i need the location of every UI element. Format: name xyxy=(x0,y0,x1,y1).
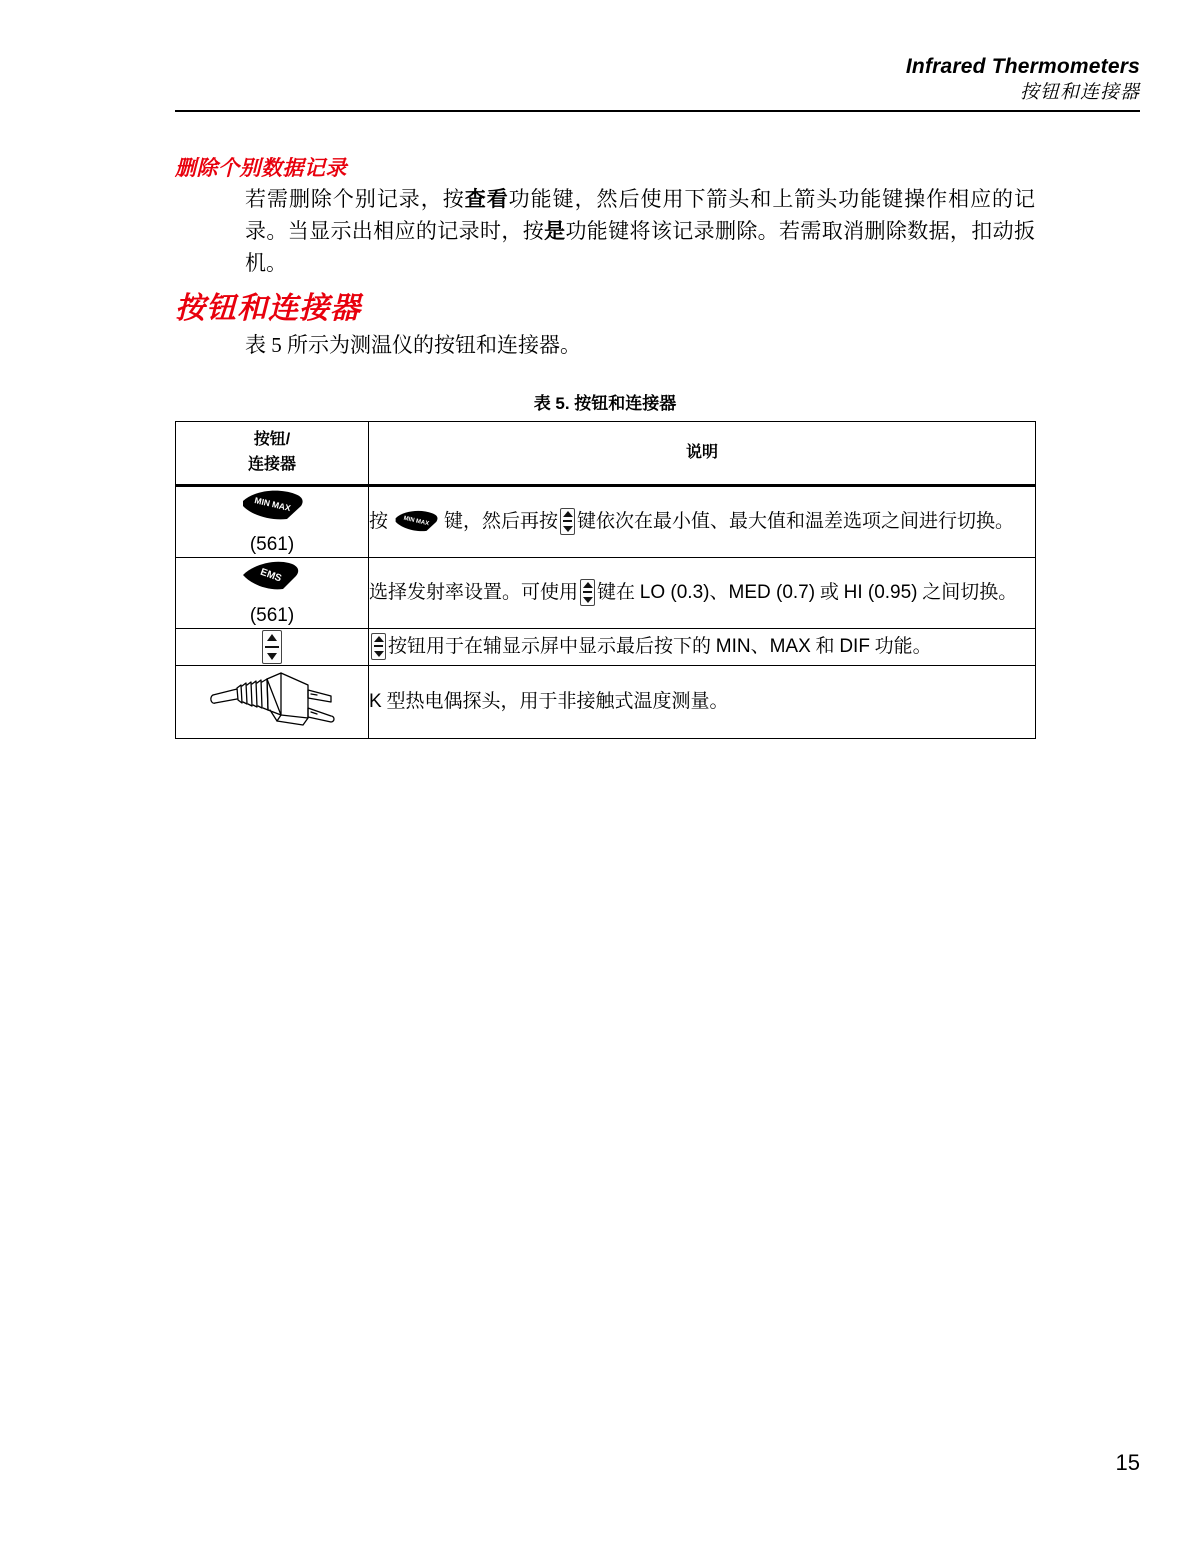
cell-icon-ems xyxy=(176,558,369,629)
cell-description-ems xyxy=(369,558,1036,629)
section-heading-buttons-connectors: 按钮和连接器 xyxy=(175,292,361,325)
arrow-down-icon xyxy=(374,651,384,657)
function-min: MIN xyxy=(715,635,751,657)
section-heading-delete-record: 删除个别数据记录 xyxy=(175,156,347,180)
para-text-3: 功能键将该记录删除。若需取消删除数据，扣动扳机。 xyxy=(245,218,1036,275)
para-bold-yes: 是 xyxy=(544,218,566,243)
model-code-label: (561) xyxy=(249,534,295,555)
arrow-down-icon xyxy=(267,653,277,660)
table-row xyxy=(176,486,1036,558)
paragraph-buttons-connectors: 表 5 所示为测温仪的按钮和连接器。 xyxy=(245,333,581,357)
arrow-up-icon xyxy=(267,634,277,641)
divider xyxy=(563,520,572,522)
svg-text:MIN MAX: MIN MAX xyxy=(253,495,292,514)
header-line-1: 按钮/ xyxy=(253,431,291,449)
desc-text-3: 键依次在最小值、最大值和温差选项之间进行切换。 xyxy=(577,510,1015,532)
paragraph-delete-record xyxy=(245,184,1035,280)
header-title: Infrared Thermometers xyxy=(905,55,1140,78)
updown-arrow-key-icon xyxy=(560,508,575,535)
emissivity-lo: LO (0.3) xyxy=(639,581,710,603)
header-subtitle: 按钮和连接器 xyxy=(1019,82,1140,104)
thermocouple-plug-icon xyxy=(176,669,368,735)
header-line-2: 连接器 xyxy=(247,456,296,473)
desc-sep-1: 、 xyxy=(709,581,729,603)
table-caption: 表 5. 按钮和连接器 xyxy=(533,394,677,413)
arrow-down-icon xyxy=(563,526,573,532)
desc-text-1: 选择发射率设置。可使用 xyxy=(369,581,579,603)
desc-text-2: 键在 xyxy=(597,581,640,603)
updown-arrow-key-icon xyxy=(262,630,282,664)
thermocouple-type: K xyxy=(369,690,382,712)
svg-text:MIN MAX: MIN MAX xyxy=(402,515,430,528)
svg-text:EMS: EMS xyxy=(258,566,283,585)
para-text-1: 若需删除个别记录，按 xyxy=(245,187,465,211)
table-row xyxy=(176,558,1036,629)
updown-arrow-key-icon xyxy=(371,633,386,660)
desc-text-1: 型热电偶探头，用于非接触式温度测量。 xyxy=(381,690,729,712)
header-divider xyxy=(175,110,1140,112)
divider xyxy=(265,646,279,648)
cell-description-arrowkey xyxy=(369,629,1036,666)
emissivity-hi: HI (0.95) xyxy=(843,581,918,603)
desc-text-1: 按 xyxy=(369,510,389,532)
table-row xyxy=(176,629,1036,666)
emissivity-med: MED (0.7) xyxy=(728,581,816,603)
divider xyxy=(583,591,592,593)
cell-icon-thermocouple xyxy=(176,666,369,739)
arrow-up-icon xyxy=(563,511,573,517)
model-code-label: (561) xyxy=(249,605,295,626)
arrow-up-icon xyxy=(583,582,593,588)
desc-sep-2: 或 xyxy=(815,581,844,603)
divider xyxy=(374,645,383,647)
cell-description-minmax xyxy=(369,486,1036,558)
cell-description-thermocouple xyxy=(369,666,1036,739)
buttons-connectors-table xyxy=(175,421,1036,739)
desc-text-3: 功能。 xyxy=(869,635,932,657)
desc-text-2: 按钮用于在辅显示屏中显示最后按下的 xyxy=(388,635,716,657)
table-row xyxy=(176,666,1036,739)
desc-text-3: 之间切换。 xyxy=(917,581,1018,603)
cell-icon-minmax xyxy=(176,486,369,558)
desc-sep-2: 和 xyxy=(810,635,840,657)
updown-arrow-key-icon xyxy=(580,579,595,606)
table-header-button-connector xyxy=(176,422,369,486)
desc-text-2: 键，然后再按 xyxy=(444,510,559,532)
table-header-description: 说明 xyxy=(369,422,1036,486)
para-text-2: 功能键，然后使用下箭头和上箭头功能键操作相应的记录。当显示出相应的记录时，按 xyxy=(245,187,1036,243)
minmax-button-icon xyxy=(235,488,309,522)
ems-button-icon xyxy=(239,559,305,593)
page-header xyxy=(175,55,1140,106)
arrow-up-icon xyxy=(374,636,384,642)
table-header-row xyxy=(176,422,1036,486)
function-dif: DIF xyxy=(839,635,870,657)
page-number: 15 xyxy=(1115,1450,1140,1475)
arrow-down-icon xyxy=(583,597,593,603)
cell-icon-arrowkey xyxy=(176,629,369,666)
para-bold-view: 查看 xyxy=(464,187,509,211)
function-max: MAX xyxy=(769,635,811,657)
desc-sep-1: 、 xyxy=(750,635,770,657)
minmax-button-icon xyxy=(390,509,442,533)
